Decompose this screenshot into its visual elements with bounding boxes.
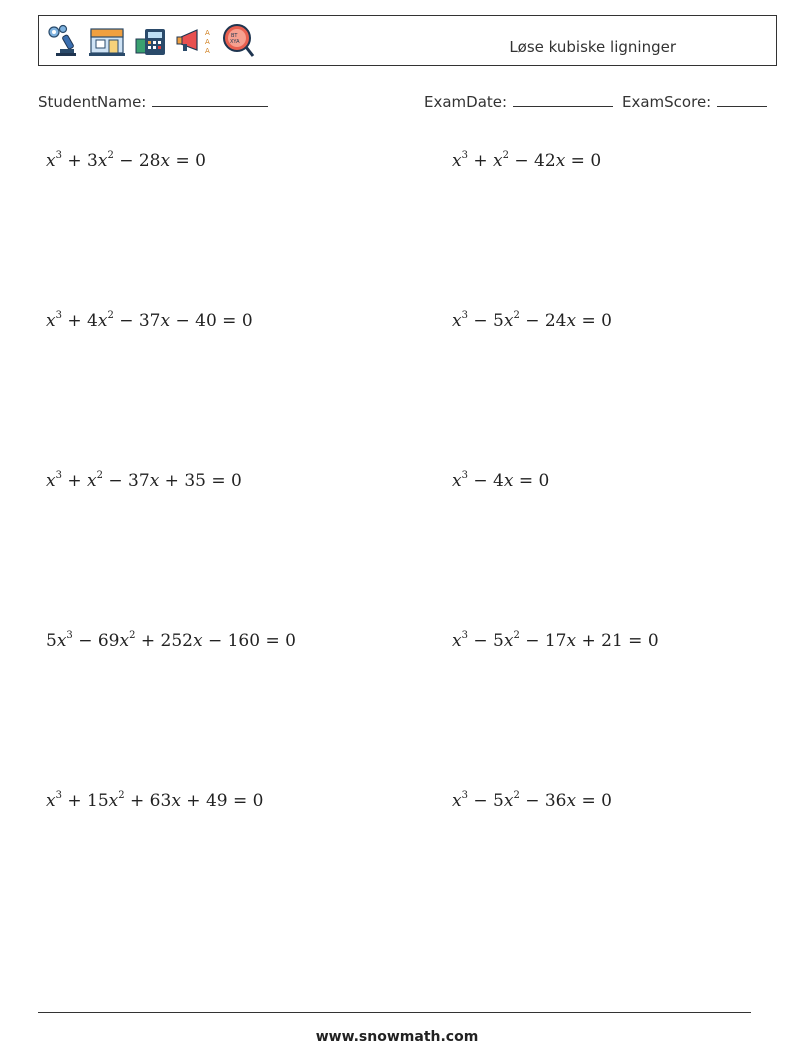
calculator-icon (133, 23, 169, 59)
problem-1: $x^3 + 3x^2 - 28x = 0$ (46, 150, 206, 171)
student-name-label: StudentName: (38, 93, 147, 111)
footer-divider (38, 1012, 751, 1013)
svg-text:A: A (205, 29, 210, 37)
worksheet-title: Løse kubiske ligninger (509, 38, 676, 56)
problem-4: $x^3 - 5x^2 - 24x = 0$ (452, 310, 612, 331)
problem-3: $x^3 + 4x^2 - 37x - 40 = 0$ (46, 310, 253, 331)
worksheet-header (38, 15, 777, 66)
exam-date-blank[interactable] (513, 94, 613, 107)
student-name-blank[interactable] (152, 94, 268, 107)
header-icons (45, 22, 257, 60)
problem-7: $5x^3 - 69x^2 + 252x - 160 = 0$ (46, 630, 296, 651)
exam-score-label: ExamScore: (622, 93, 712, 111)
problem-2: $x^3 + x^2 - 42x = 0$ (452, 150, 602, 171)
svg-text:BT: BT (231, 33, 238, 39)
megaphone-icon (175, 23, 215, 59)
problem-5: $x^3 + x^2 - 37x + 35 = 0$ (46, 470, 242, 491)
exam-score-field[interactable] (622, 93, 767, 111)
exam-score-blank[interactable] (717, 94, 767, 107)
student-name-field[interactable] (38, 93, 268, 111)
storefront-icon (87, 23, 127, 59)
magnifier-icon (221, 22, 257, 60)
microscope-gears-icon (45, 23, 81, 59)
svg-text:A: A (205, 38, 210, 46)
exam-date-label: ExamDate: (424, 93, 508, 111)
problem-8: $x^3 - 5x^2 - 17x + 21 = 0$ (452, 630, 659, 651)
problem-6: $x^3 - 4x = 0$ (452, 470, 550, 491)
footer-url[interactable]: www.snowmath.com (315, 1029, 479, 1045)
problem-10: $x^3 - 5x^2 - 36x = 0$ (452, 790, 612, 811)
exam-date-field[interactable] (424, 93, 613, 111)
svg-text:XYA: XYA (230, 39, 240, 45)
problem-9: $x^3 + 15x^2 + 63x + 49 = 0$ (46, 790, 264, 811)
svg-text:A: A (205, 47, 210, 55)
